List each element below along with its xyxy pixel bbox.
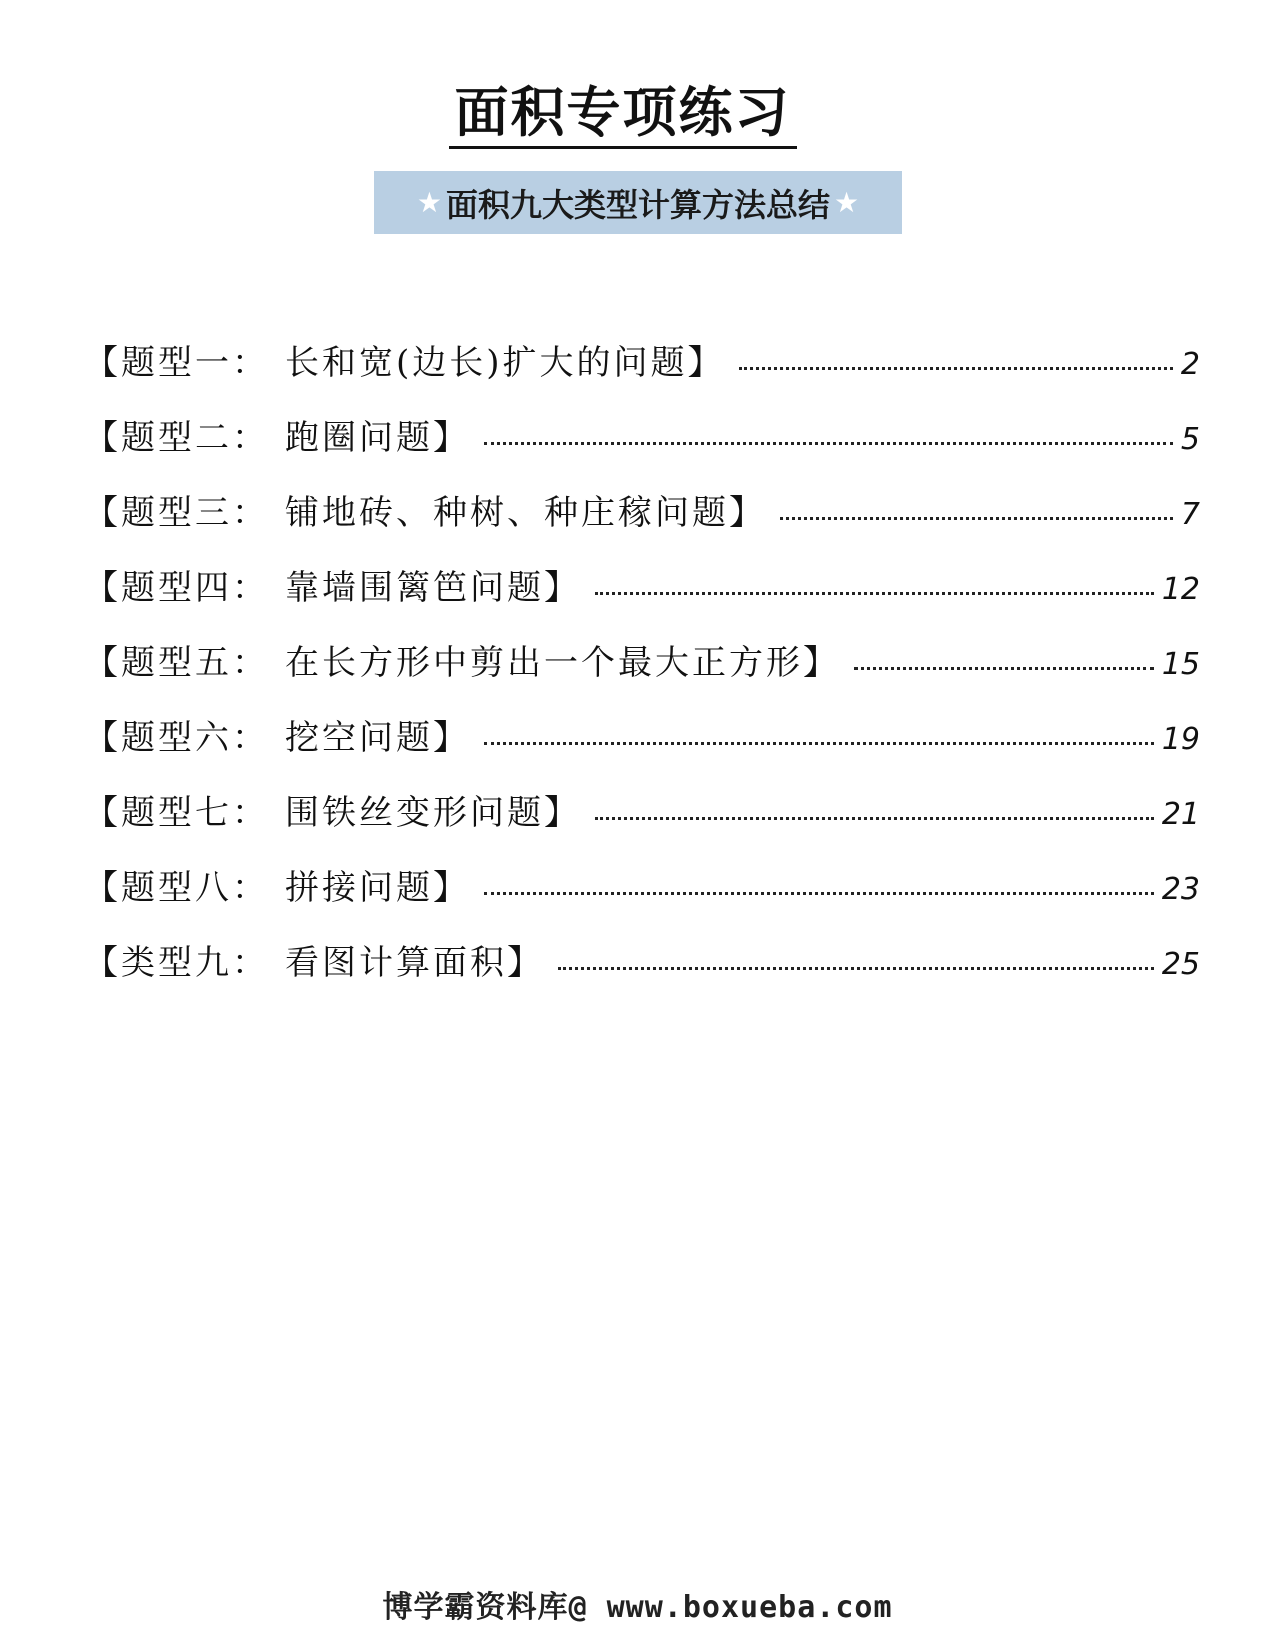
subtitle-text: 面积九大类型计算方法总结 (445, 185, 830, 224)
toc-entry-prefix: 【类型九： (84, 943, 269, 983)
toc-entry-4[interactable] (84, 560, 1200, 635)
toc-page-number: 12 (1161, 572, 1200, 607)
toc-entry-topic: 围铁丝变形问题】 (285, 793, 581, 833)
toc-entry-topic: 铺地砖、种树、种庄稼问题】 (285, 493, 766, 533)
page-title (0, 80, 1245, 149)
toc-entry-7[interactable] (84, 785, 1200, 860)
toc-entry-topic: 挖空问题】 (285, 718, 470, 758)
toc-entry-topic: 拼接问题】 (285, 868, 470, 908)
toc-entry-prefix: 【题型七： (84, 793, 269, 833)
toc-entry-topic: 长和宽(边长)扩大的问题】 (285, 343, 725, 383)
toc-entry-prefix: 【题型五： (84, 643, 269, 683)
toc-entry-prefix: 【题型四： (84, 568, 269, 608)
toc-entry-1[interactable] (84, 335, 1200, 410)
dot-leader (484, 442, 1173, 445)
star-icon-right: ★ (834, 186, 860, 219)
toc-entry-prefix: 【题型二： (84, 418, 269, 458)
toc-entry-9[interactable] (84, 935, 1200, 1010)
toc-entry-topic: 在长方形中剪出一个最大正方形】 (285, 643, 840, 683)
dot-leader (484, 892, 1154, 895)
dot-leader (739, 367, 1173, 370)
subtitle-banner (374, 171, 902, 234)
toc-page-number: 15 (1161, 647, 1200, 682)
toc-entry-prefix: 【题型六： (84, 718, 269, 758)
toc-entry-topic: 看图计算面积】 (285, 943, 544, 983)
toc-entry-3[interactable] (84, 485, 1200, 560)
toc-page-number: 2 (1180, 347, 1200, 382)
dot-leader (558, 967, 1154, 970)
toc-entry-6[interactable] (84, 710, 1200, 785)
star-icon-left: ★ (416, 186, 442, 219)
toc-page-number: 19 (1161, 722, 1200, 757)
dot-leader (484, 742, 1154, 745)
toc-page-number: 23 (1161, 872, 1200, 907)
toc-entry-topic: 跑圈问题】 (285, 418, 470, 458)
dot-leader (854, 667, 1154, 670)
toc-page-number: 21 (1161, 797, 1200, 832)
toc-entry-prefix: 【题型一： (84, 343, 269, 383)
toc-page-number: 5 (1180, 422, 1200, 457)
toc-entry-prefix: 【题型三： (84, 493, 269, 533)
toc-entry-8[interactable] (84, 860, 1200, 935)
toc-entry-5[interactable] (84, 635, 1200, 710)
toc-entry-prefix: 【题型八： (84, 868, 269, 908)
dot-leader (780, 517, 1173, 520)
dot-leader (595, 817, 1154, 820)
dot-leader (595, 592, 1154, 595)
toc-entry-2[interactable] (84, 410, 1200, 485)
table-of-contents (84, 335, 1200, 1010)
toc-entry-topic: 靠墙围篱笆问题】 (285, 568, 581, 608)
toc-page-number: 7 (1180, 497, 1200, 532)
page-title-text: 面积专项练习 (449, 83, 797, 149)
footer-watermark: 博学霸资料库@ www.boxueba.com (382, 1590, 893, 1625)
toc-page-number: 25 (1161, 947, 1200, 982)
